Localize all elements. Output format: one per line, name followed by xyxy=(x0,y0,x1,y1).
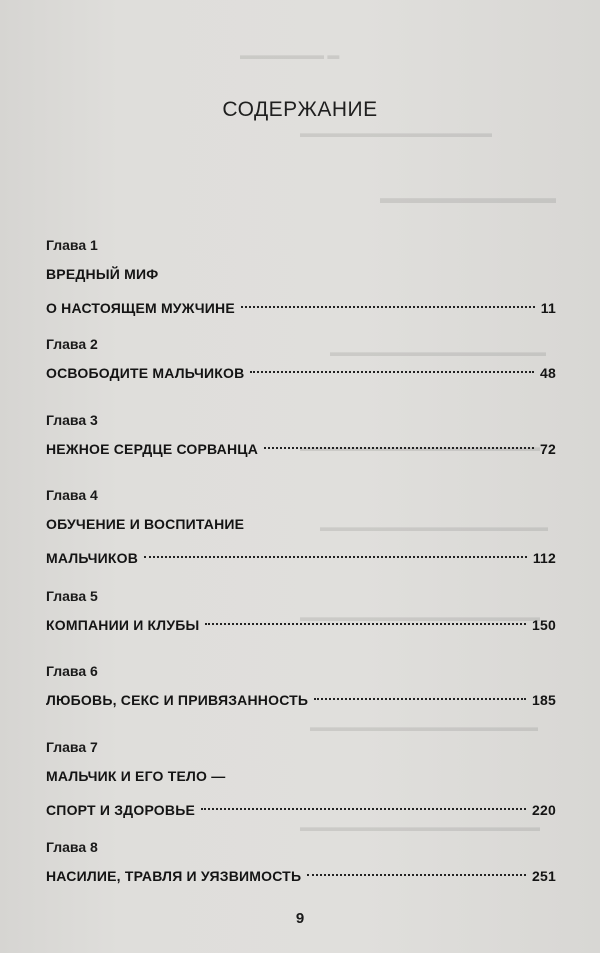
dot-leader xyxy=(264,447,534,449)
chapter-title-line xyxy=(46,793,556,827)
show-through-text: ▬▬▬▬▬▬▬▬▬▬▬▬▬▬▬▬▬▬▬▬ xyxy=(300,820,540,834)
chapter-label: Глава 2 xyxy=(46,336,98,352)
chapter-title: НЕЖНОЕ СЕРДЦЕ СОРВАНЦА xyxy=(46,441,259,457)
page-ref: 220 xyxy=(532,802,556,818)
page-ref: 150 xyxy=(532,617,556,633)
page-number: 9 xyxy=(295,910,305,927)
page-ref: 48 xyxy=(540,365,556,381)
chapter-label: Глава 7 xyxy=(46,739,98,755)
chapter-title: ОСВОБОДИТЕ МАЛЬЧИКОВ xyxy=(46,365,245,381)
show-through-text: ▬▬▬▬▬▬▬▬▬▬▬ xyxy=(380,190,556,207)
chapter-title: ЛЮБОВЬ, СЕКС И ПРИВЯЗАННОСТЬ xyxy=(46,692,309,708)
toc-entry-chapter-6[interactable] xyxy=(46,663,556,717)
page-title: СОДЕРЖАНИЕ xyxy=(222,98,378,121)
show-through-text: ▬▬▬▬▬▬▬▬▬▬▬▬▬▬▬▬▬▬▬▬ xyxy=(300,440,540,454)
page-ref: 72 xyxy=(540,441,556,457)
show-through-text: ▬▬▬▬▬▬▬▬▬▬▬▬▬▬▬▬▬▬▬▬ xyxy=(300,610,540,624)
chapter-title-line xyxy=(46,257,556,291)
toc-entry-chapter-5[interactable] xyxy=(46,588,556,642)
page-ref: 251 xyxy=(532,868,556,884)
chapter-title: КОМПАНИИ И КЛУБЫ xyxy=(46,617,200,633)
toc-entry-chapter-4[interactable] xyxy=(46,487,556,575)
chapter-label: Глава 6 xyxy=(46,663,98,679)
chapter-label: Глава 3 xyxy=(46,412,98,428)
chapter-title: О НАСТОЯЩЕМ МУЖЧИНЕ xyxy=(46,300,235,316)
show-through-text: ▬▬▬▬▬▬▬▬▬▬▬▬▬▬▬▬▬▬▬ xyxy=(320,520,548,534)
show-through-text: ▬▬▬▬▬▬▬ ▬ xyxy=(240,48,340,62)
chapter-title-line xyxy=(46,541,556,575)
chapter-title-line xyxy=(46,759,556,793)
show-through-text: ▬▬▬▬▬▬▬▬▬▬▬▬▬▬▬▬▬▬▬ xyxy=(310,720,538,734)
chapter-title: ОБУЧЕНИЕ И ВОСПИТАНИЕ xyxy=(46,516,245,532)
chapter-label: Глава 4 xyxy=(46,487,98,503)
chapter-title-line xyxy=(46,356,556,390)
toc-entry-chapter-8[interactable] xyxy=(46,839,556,893)
chapter-label: Глава 8 xyxy=(46,839,98,855)
toc-entry-chapter-1[interactable] xyxy=(46,237,556,325)
chapter-title-line xyxy=(46,683,556,717)
dot-leader xyxy=(307,874,526,876)
chapter-title-line xyxy=(46,608,556,642)
dot-leader xyxy=(241,306,535,308)
chapter-title: МАЛЬЧИК И ЕГО ТЕЛО — xyxy=(46,768,226,784)
chapter-title: СПОРТ И ЗДОРОВЬЕ xyxy=(46,802,195,818)
dot-leader xyxy=(314,698,526,700)
show-through-text: ▬▬▬▬▬▬▬▬▬▬▬▬▬▬▬▬▬▬ xyxy=(330,345,546,359)
chapter-title-line xyxy=(46,432,556,466)
chapter-title: ВРЕДНЫЙ МИФ xyxy=(46,266,159,282)
chapter-title: МАЛЬЧИКОВ xyxy=(46,550,139,566)
dot-leader xyxy=(250,371,534,373)
chapter-title-line xyxy=(46,507,556,541)
dot-leader xyxy=(144,556,527,558)
chapter-title-line xyxy=(46,291,556,325)
chapter-title: НАСИЛИЕ, ТРАВЛЯ И УЯЗВИМОСТЬ xyxy=(46,868,302,884)
page-ref: 11 xyxy=(540,300,556,316)
toc-entry-chapter-2[interactable] xyxy=(46,336,556,390)
toc-entry-chapter-3[interactable] xyxy=(46,412,556,466)
show-through-text: ▬▬▬▬▬▬▬▬▬▬▬▬▬▬▬▬ xyxy=(300,126,492,140)
chapter-label: Глава 5 xyxy=(46,588,98,604)
toc-entry-chapter-7[interactable] xyxy=(46,739,556,827)
dot-leader xyxy=(205,623,526,625)
page-ref: 185 xyxy=(532,692,556,708)
dot-leader xyxy=(201,808,526,810)
chapter-label: Глава 1 xyxy=(46,237,98,253)
chapter-title-line xyxy=(46,859,556,893)
page-ref: 112 xyxy=(532,550,556,566)
